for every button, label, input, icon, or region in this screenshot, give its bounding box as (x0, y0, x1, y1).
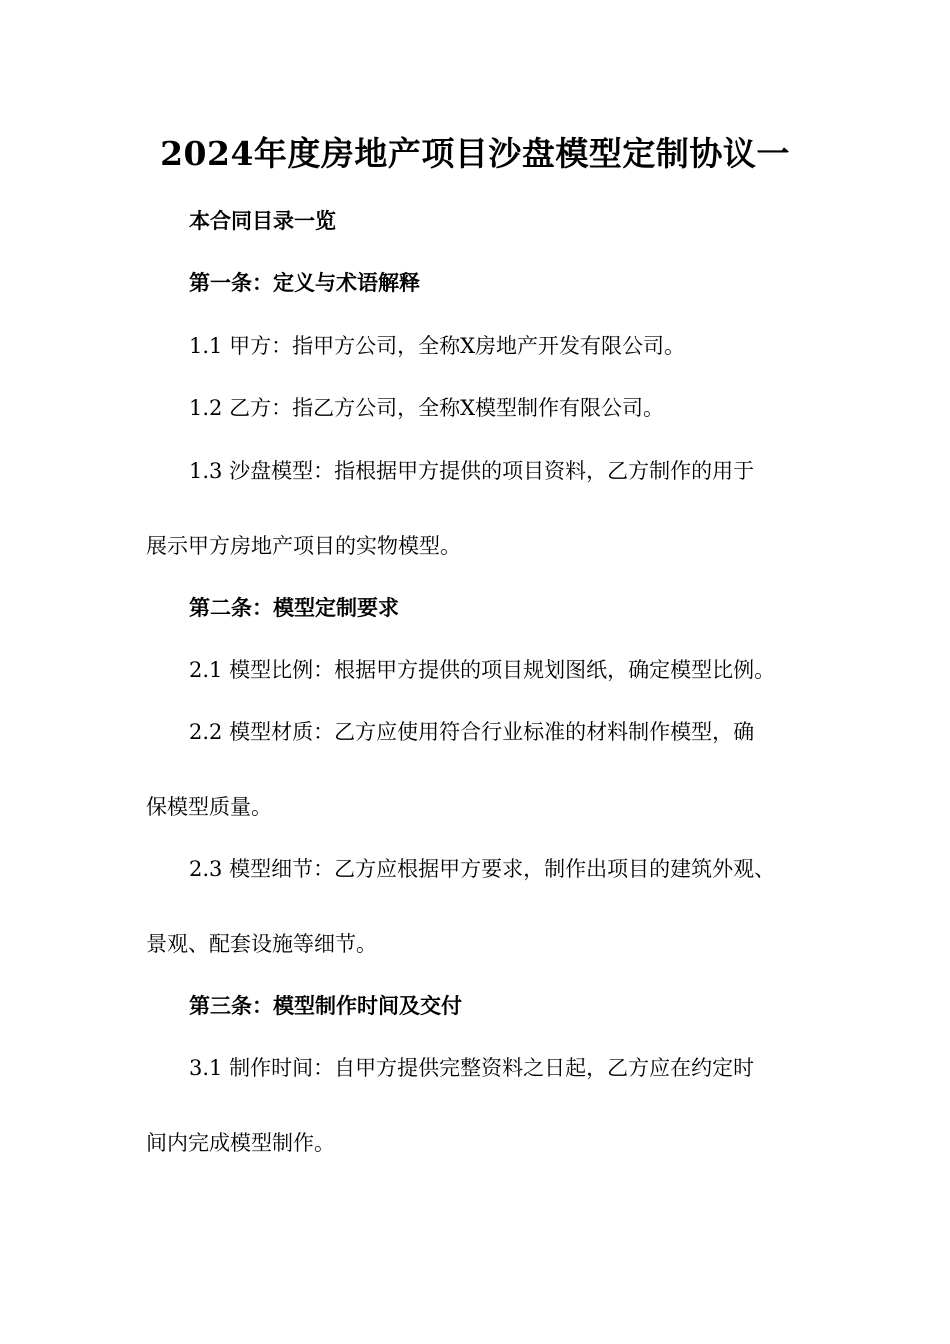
clause-3-1: 3.1 制作时间：自甲方提供完整资料之日起，乙方应在约定时 (189, 1056, 755, 1080)
clause-2-3: 2.3 模型细节：乙方应根据甲方要求，制作出项目的建筑外观、 (189, 857, 776, 881)
clause-1-3: 1.3 沙盘模型：指根据甲方提供的项目资料，乙方制作的用于 (189, 459, 755, 483)
section-heading-1: 第一条：定义与术语解释 (189, 271, 420, 295)
clause-2-2-continued: 保模型质量。 (146, 795, 272, 819)
clause-2-1: 2.1 模型比例：根据甲方提供的项目规划图纸，确定模型比例。 (189, 658, 776, 682)
document-title: 2024年度房地产项目沙盘模型定制协议一 (160, 134, 790, 173)
section-heading-2: 第二条：模型定制要求 (189, 596, 399, 620)
clause-1-3-continued: 展示甲方房地产项目的实物模型。 (146, 534, 461, 558)
clause-2-3-continued: 景观、配套设施等细节。 (146, 932, 377, 956)
section-heading-3: 第三条：模型制作时间及交付 (189, 994, 462, 1018)
toc-heading: 本合同目录一览 (189, 209, 336, 233)
clause-3-1-continued: 间内完成模型制作。 (146, 1131, 335, 1155)
clause-1-1: 1.1 甲方：指甲方公司，全称X房地产开发有限公司。 (189, 334, 686, 358)
clause-1-2: 1.2 乙方：指乙方公司，全称X模型制作有限公司。 (189, 396, 665, 420)
clause-2-2: 2.2 模型材质：乙方应使用符合行业标准的材料制作模型，确 (189, 720, 755, 744)
